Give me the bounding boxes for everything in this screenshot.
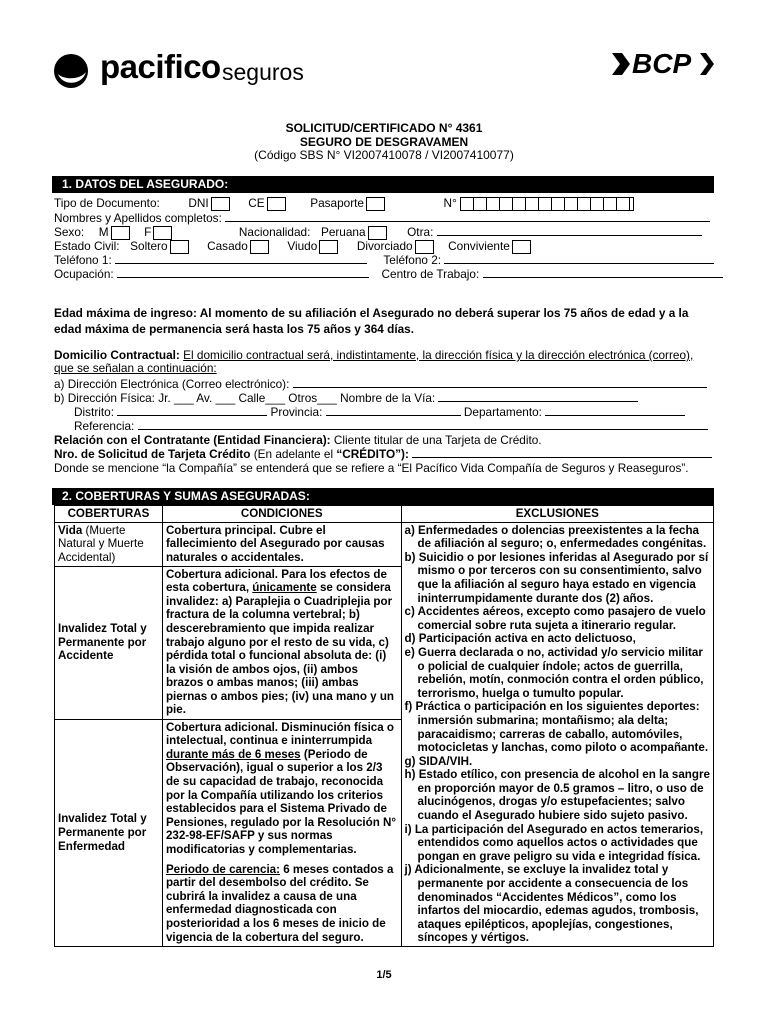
nro-solicitud-field[interactable] (412, 447, 712, 458)
nro-solicitud-row (54, 447, 712, 461)
referencia-field[interactable] (138, 419, 708, 430)
exclusion-item: j) Adicionalmente, se excluye la invalidez total y permanente por accidente a consecuencia de los denominados “Accidentes Médicos”, como los infartos del miocardio, edemas agudos, trombosis, ataques epilépticos, apoplejías, congestiones, síncopes y vértigos. (404, 863, 699, 945)
cobertura-vida (55, 522, 163, 566)
exclusion-item: f) Práctica o participación en los siguientes deportes: inmersión submarina; montañismo; ala delta; paracaidismo; carreras de caballo, automóviles, motocicletas y lanchas, como piloto o acompañante. (404, 700, 709, 755)
cond3-underlined: durante más de 6 meses (165, 747, 301, 761)
relacion-value: Cliente titular de una Tarjeta de Crédito. (333, 433, 542, 447)
sexo-row (54, 225, 702, 240)
cond3-part-a: Cobertura adicional. Disminución física o intelectual, continua e ininterrumpida (165, 720, 394, 748)
section2-header: 2. COBERTURAS Y SUMAS ASEGURADAS: (52, 488, 714, 505)
table-row (55, 522, 714, 566)
provincia-label: Provincia: (270, 405, 323, 419)
direccion-electronica-label: a) Dirección Electrónica (Correo electrónico): (54, 377, 290, 391)
condicion-invalidez-enfermedad (162, 719, 401, 946)
credito-label: “CRÉDITO”): (336, 447, 409, 461)
pacifico-logo-sub: seguros (222, 59, 304, 85)
exclusion-item: h) Estado etílico, con presencia de alcohol en la sangre en proporción mayor de 0.5 gramos – litro, o uso de alucinógenos, drogas y/o estupefacientes; salvo cuando el Asegurado hubiere sido sujeto pasivo. (404, 768, 710, 823)
exclusiones-cell (401, 522, 713, 946)
cobertura-invalidez-enfermedad: Invalidez Total y Permanente por Enfermedad (55, 719, 163, 946)
centro-trabajo-label: Centro de Trabajo: (381, 267, 480, 281)
telefono1-label: Teléfono 1: (54, 253, 112, 267)
cond3-part-b: (Periodo de Observación), igual o superior a los 2/3 de su capacidad de trabajo, reconocida por la Compañía utilizando los criterios establecidos para el Sistema Privado de Pensiones, regulado por la Resolución N° 232-98-EF/SAFP y sus normas modificatorias y complementarias. (165, 747, 397, 856)
exclusion-item: c) Accidentes aéreos, excepto como pasajero de vuelo comercial sobre ruta sujeta a itinerario regular. (404, 605, 706, 632)
pacifico-logo-main: pacifico (100, 48, 221, 85)
distrito-label: Distrito: (74, 405, 114, 419)
ocupacion-row (54, 267, 723, 281)
ocupacion-field[interactable] (117, 267, 369, 278)
direccion-fisica-row (54, 391, 638, 405)
ocupacion-label: Ocupación: (54, 267, 114, 281)
form-title: SOLICITUD/CERTIFICADO N° 4361 (285, 121, 483, 135)
nro-solicitud-label: Nro. de Solicitud de Tarjeta Crédito (54, 447, 251, 461)
divorciado-label: Divorciado (356, 239, 413, 253)
relacion-row (54, 433, 542, 447)
centro-trabajo-field[interactable] (483, 267, 723, 278)
dni-label: DNI (188, 196, 209, 210)
casado-checkbox[interactable] (250, 240, 269, 254)
nacionalidad-label: Nacionalidad: (238, 225, 311, 239)
exclusion-item: d) Participación activa en acto delictuoso, (404, 632, 636, 646)
telefono2-label: Teléfono 2: (383, 253, 442, 267)
exclusion-item: a) Enfermedades o dolencias preexistentes a la fecha de afiliación al seguro; o, enfermedades congénitas. (404, 523, 707, 551)
header-condiciones: CONDICIONES (162, 506, 401, 523)
tipo-documento-label: Tipo de Documento: (54, 196, 160, 210)
page-number: 1/5 (376, 969, 392, 981)
periodo-carencia (166, 863, 398, 945)
direccion-electronica-row (54, 377, 707, 391)
dni-checkbox[interactable] (211, 197, 230, 211)
referencia-label: Referencia: (74, 419, 135, 433)
cond2-part-a: Cobertura adicional. Para los efectos de esta cobertura, (165, 567, 387, 595)
ce-checkbox[interactable] (267, 197, 286, 211)
exclusion-item: e) Guerra declarada o no, actividad y/o servicio militar o policial de cualquier índole; actos de guerrilla, rebelión, motín, conmoción contra el orden público, terrorismo, huelga o tumulto popular. (404, 645, 704, 700)
cond2-underlined: únicamente (252, 581, 317, 595)
soltero-checkbox[interactable] (170, 240, 189, 254)
bcp-right-chevron-icon (698, 51, 716, 77)
ce-label: CE (248, 196, 265, 210)
condicion-vida: Cobertura principal. Cubre el fallecimiento del Asegurado por causas naturales o accidentales. (162, 522, 401, 566)
header-coberturas: COBERTURAS (55, 506, 163, 523)
telefono-row (54, 253, 714, 267)
conviviente-label: Conviviente (448, 239, 510, 253)
document-type-row (54, 196, 634, 211)
peruana-label: Peruana (320, 225, 366, 239)
exclusion-item: b) Suicidio o por lesiones inferidas al Asegurado por sí mismo o por terceros con su consentimiento, salvo que la afiliación al seguro haya estado en vigencia ininterrumpidamente durante dos (2) años. (404, 550, 709, 605)
edad-maxima-text: Edad máxima de ingreso: Al momento de su afiliación el Asegurado no deberá superar los 75 años de edad y a la edad máxima de permanencia será hasta los 75 años y 364 días. (54, 306, 689, 336)
cobertura-invalidez-accidente: Invalidez Total y Permanente por Accidente (55, 566, 163, 719)
bcp-logo (610, 48, 720, 82)
otra-label: Otra: (407, 225, 434, 239)
vida-label: Vida (58, 523, 83, 537)
m-label: M (98, 225, 109, 239)
nombres-row (54, 211, 710, 225)
cond2-part-b: se considera invalidez: a) Paraplejia o Cuadriplejia por fractura de la columna vertebral; b) descerebramiento que impida realizar trabajo alguno por el resto de su vida, c) pérdida total o funcional absoluta de: (i) la visión de ambos ojos, (ii) ambos brazos o ambas manos; (iii) ambas piernas o ambos pies; (iv) una mano y un pie. (165, 581, 394, 717)
nombre-via-field[interactable] (438, 391, 638, 402)
carencia-text: 6 meses contados a partir del desembolso del crédito. Se cubrirá la invalidez a causa de una enfermedad diagnosticada con posterioridad a los 6 meses de inicio de vigencia de la cobertura del seguro. (165, 862, 394, 944)
carencia-label: Periodo de carencia: (165, 862, 280, 876)
pacifico-swirl-icon (52, 52, 92, 92)
m-checkbox[interactable] (111, 226, 130, 240)
estado-civil-label: Estado Civil: (54, 239, 120, 253)
otra-field[interactable] (437, 225, 702, 236)
telefono1-field[interactable] (115, 253, 367, 264)
bcp-logo-text: BCP (632, 48, 692, 79)
form-code: (Código SBS N° VI2007410078 / VI2007410077) (254, 148, 514, 162)
referencia-row (74, 419, 708, 433)
document-number-field[interactable] (460, 197, 634, 211)
casado-label: Casado (207, 239, 248, 253)
f-checkbox[interactable] (153, 226, 172, 240)
exclusion-item: g) SIDA/VIH. (404, 754, 473, 768)
divorciado-checkbox[interactable] (415, 240, 434, 254)
bcp-left-chevron-icon (610, 51, 632, 77)
estado-civil-row (54, 239, 531, 254)
correo-field[interactable] (293, 377, 707, 388)
coverage-table (54, 505, 714, 947)
vida-detail: (Muerte Natural y Muerte Accidental) (58, 523, 144, 564)
provincia-field[interactable] (326, 405, 461, 416)
domicilio-contractual (54, 349, 716, 375)
f-label: F (144, 225, 152, 239)
conviviente-checkbox[interactable] (512, 240, 531, 254)
sexo-label: Sexo: (54, 225, 85, 239)
direccion-fisica-label: b) Dirección Física: Jr. ___ Av. ___ Calle___ Otros___ Nombre de la Vía: (54, 391, 436, 405)
peruana-checkbox[interactable] (368, 226, 387, 240)
pacifico-logo (52, 50, 312, 90)
telefono2-field[interactable] (444, 253, 714, 264)
section1-header: 1. DATOS DEL ASEGURADO: (52, 176, 714, 193)
departamento-field[interactable] (545, 405, 685, 416)
pasaporte-label: Pasaporte (310, 196, 364, 210)
nro-solicitud-middle: (En adelante el (253, 447, 334, 461)
numero-label: N° (443, 196, 457, 210)
soltero-label: Soltero (130, 239, 168, 253)
condicion-invalidez-accidente (162, 566, 401, 719)
table-header-row (55, 506, 714, 523)
domicilio-text: El domicilio contractual será, indistintamente, la dirección física y la dirección electrónica (correo), que se señalan a continuación: (54, 348, 694, 375)
compania-note: Donde se mencione “la Compañía” se entenderá que se refiere a “El Pacífico Vida Compañía de Seguros y Reaseguros”. (54, 461, 689, 475)
pasaporte-checkbox[interactable] (366, 197, 385, 211)
viudo-label: Viudo (287, 239, 318, 253)
viudo-checkbox[interactable] (319, 240, 338, 254)
nombres-label: Nombres y Apellidos completos: (54, 211, 222, 225)
distrito-field[interactable] (117, 405, 267, 416)
header-exclusiones: EXCLUSIONES (401, 506, 713, 523)
departamento-label: Departamento: (463, 405, 542, 419)
exclusion-item: i) La participación del Asegurado en actos temerarios, entendidos como aquellos actos o actividades que pongan en grave peligro su vida e integridad física. (404, 822, 704, 863)
distrito-row (74, 405, 685, 419)
nombres-field[interactable] (225, 211, 710, 222)
relacion-label: Relación con el Contratante (Entidad Financiera): (54, 433, 331, 447)
form-subtitle: SEGURO DE DESGRAVAMEN (299, 135, 469, 149)
domicilio-label: Domicilio Contractual: (54, 348, 180, 362)
